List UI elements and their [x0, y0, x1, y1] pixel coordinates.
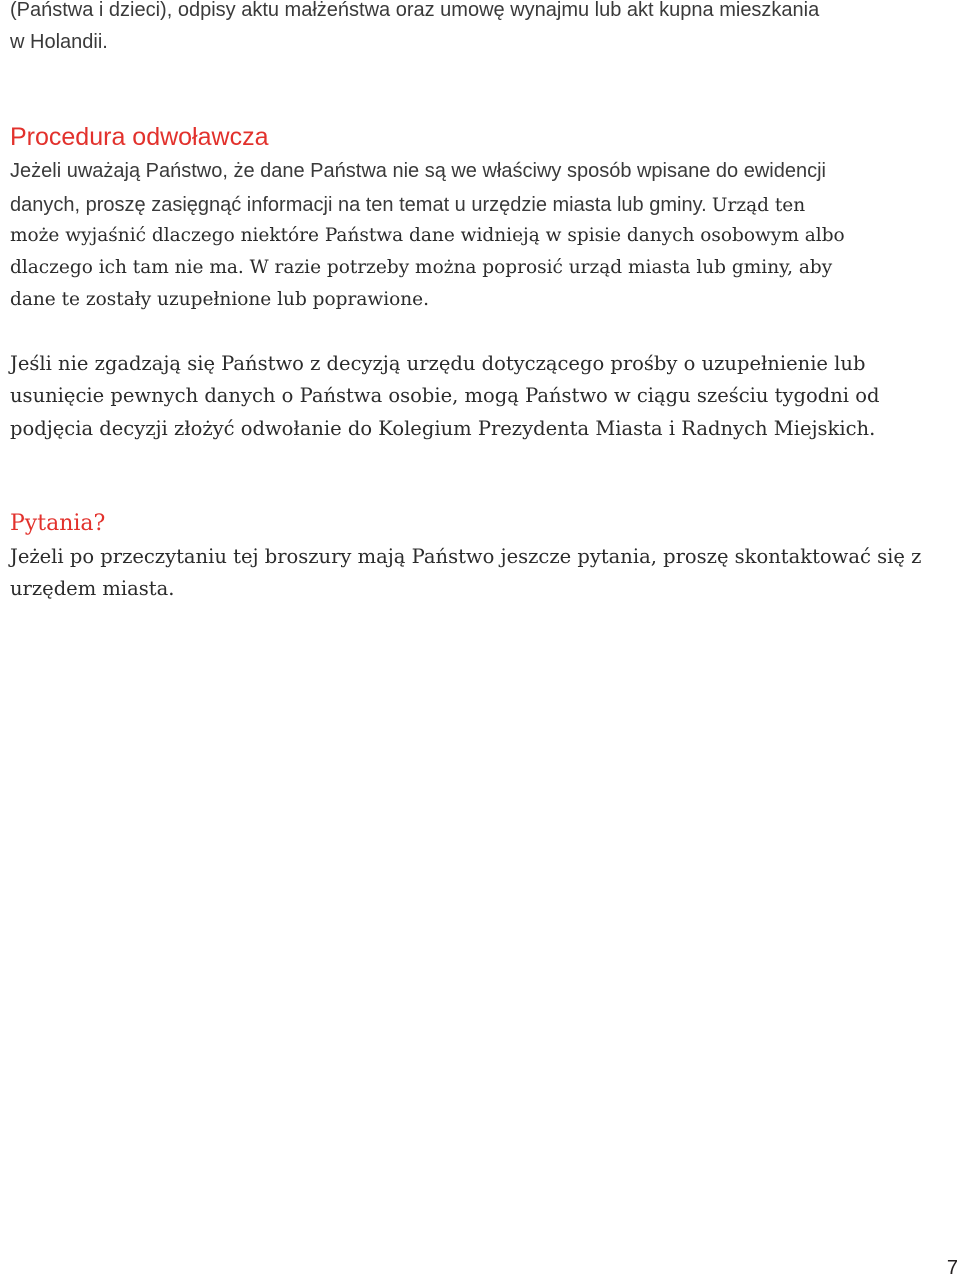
questions-line-2: urzędem miasta. [10, 577, 175, 600]
appeal-para1-line-2a: danych, proszę zasięgnąć informacji na ten temat u urzędzie miasta lub gminy. [10, 194, 707, 216]
intro-line-2: w Holandii. [10, 31, 108, 53]
appeal-para1-line-5: dane te zostały uzupełnione lub poprawione. [10, 289, 430, 310]
appeal-para1-line-2 [10, 189, 805, 221]
questions-line-1: Jeżeli po przeczytaniu tej broszury mają Państwo jeszcze pytania, proszę skontaktować się z [10, 545, 922, 568]
appeal-heading: Procedura odwoławcza [10, 123, 269, 151]
questions-heading: Pytania? [10, 511, 106, 536]
page-number: 7 [946, 1257, 958, 1279]
appeal-para1-line-4: dlaczego ich tam nie ma. W razie potrzeby można poprosić urząd miasta lub gminy, aby [10, 257, 833, 278]
appeal-para1-line-2b: Urząd ten [711, 195, 806, 216]
appeal-para2-line-1: Jeśli nie zgadzają się Państwo z decyzją urzędu dotyczącego prośby o uzupełnienie lub [10, 352, 866, 375]
appeal-para1-line-1: Jeżeli uważają Państwo, że dane Państwa nie są we właściwy sposób wpisane do ewidencji [10, 160, 826, 182]
appeal-para2-line-2: usunięcie pewnych danych o Państwa osobie, mogą Państwo w ciągu sześciu tygodni od [10, 384, 880, 407]
appeal-para1-line-3: może wyjaśnić dlaczego niektóre Państwa dane widnieją w spisie danych osobowym albo [10, 225, 845, 246]
appeal-para2-line-3: podjęcia decyzji złożyć odwołanie do Kolegium Prezydenta Miasta i Radnych Miejskich. [10, 417, 876, 440]
intro-line-1: (Państwa i dzieci), odpisy aktu małżeństwa oraz umowę wynajmu lub akt kupna mieszkania [10, 0, 820, 21]
